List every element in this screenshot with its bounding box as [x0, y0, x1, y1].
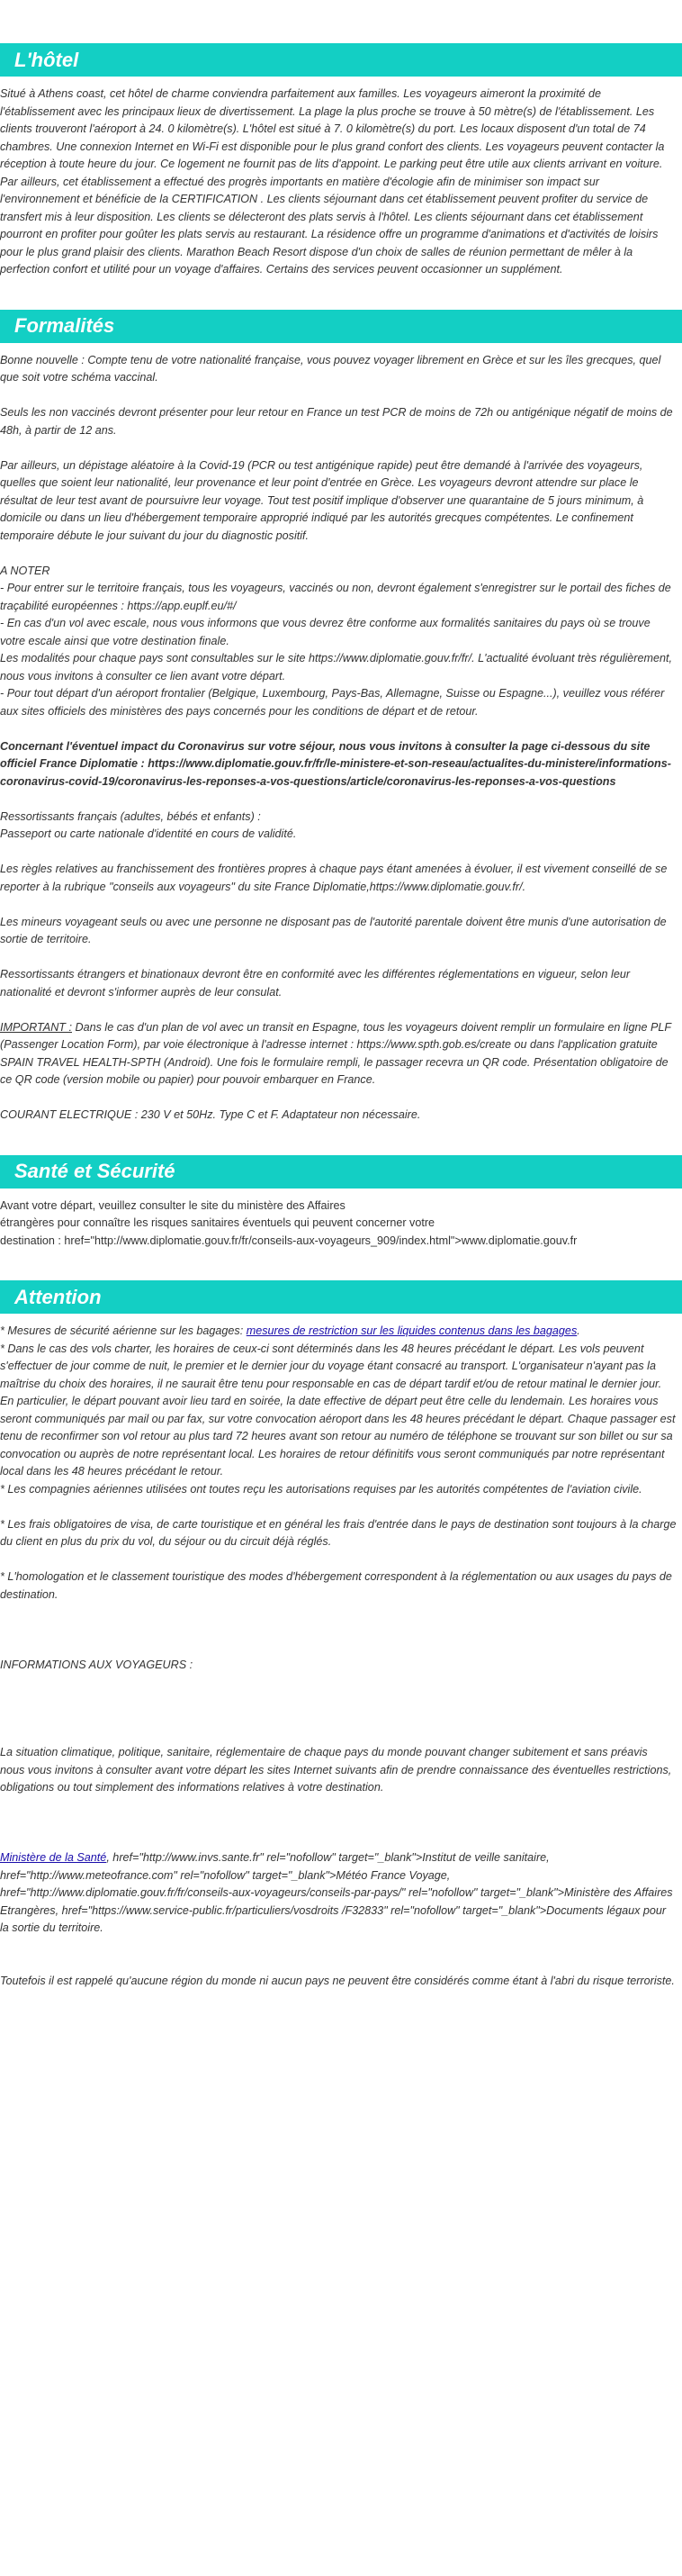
- frais-paragraph: * Les frais obligatoires de visa, de carte touristique et en général les frais d'entrée dans le pays de destination sont toujours à la charge du client en plus du prix du vol, du séjour ou du circuit déjà réglés.: [0, 1517, 677, 1548]
- note-item: - Pour tout départ d'un aéroport frontalier (Belgique, Luxembourg, Pays-Bas, Allemagne, Suisse ou Espagne...), veuillez vous référer aux sites officiels des ministères des pays concernés pour les conditions de départ et de retour.: [0, 687, 665, 718]
- coronavirus-notice: Concernant l'éventuel impact du Coronavirus sur votre séjour, nous vous invitons à consulter la page ci-dessous du site officiel France Diplomatie : https://www.diplomatie.gouv.fr/fr/le-ministere-et-son-reseau/actualites-du-ministere/informations-coronavirus-covid-19/coronavirus-les-reponses-a-vos-questions/article/coronavirus-les-reponses-a-vos-questions: [0, 739, 671, 788]
- sante-line: Avant votre départ, veuillez consulter le site du ministère des Affaires: [0, 1198, 345, 1212]
- formalites-paragraph: Ressortissants étrangers et binationaux devront être en conformité avec les différentes réglementations en vigueur, selon leur nationalité et devront s'informer auprès de leur consulat.: [0, 968, 631, 999]
- attention-content: [0, 1314, 678, 1990]
- hotel-description: Situé à Athens coast, cet hôtel de charme conviendra parfaitement aux familles. Les voyageurs aimeront la proximité de l'établissement avec les principaux lieux de divertissement. La plage la plus proche se trouve à 50 mètre(s) de l'établissement. Les clients trouveront l'aéroport à 24. 0 kilomètre(s). L'hôtel est situé à 7. 0 kilomètre(s) du port. Les locaux disposent d'un total de 74 chambres. Une connexion Internet en Wi-Fi est disponible pour le plus grand confort des clients. Les voyageurs peuvent contacter la réception à toute heure du jour. Ce logement ne fournit pas de lits d'appoint. Le parking peut être utile aux clients arrivant en voiture. Par ailleurs, cet établissement a effectué des progrès importants en matière d'écologie afin de minimiser son impact sur l'environnement et bénéficie de la CERTIFICATION . Les clients séjournant dans cet établissement peuvent profiter du service de transfert mis à leur disposition. Les clients se délecteront des plats servis à l'hôtel. Les clients séjournant dans cet établissement pourront en profiter pour goûter les plats servis au restaurant. La résidence offre un programme d'animations et d'activités de loisirs pour le plus grand plaisir des clients. Marathon Beach Resort dispose d'un choix de salles de réunion permettant de mêler à la perfection confort et utilité pour un voyage d'affaires. Certains des services peuvent occasionner un supplément.: [0, 87, 665, 276]
- formalites-section: [0, 310, 682, 1125]
- formalites-content: [0, 343, 678, 1125]
- vols-charter-paragraph: * Dans le cas des vols charter, les horaires de ceux-ci sont déterminés dans les 48 heures précédant le départ. Les vols peuvent s'effectuer de jour comme de nuit, le premier et le dernier jour du voyage étant consacré au transport. L'organisateur n'ayant pas la maîtrise du choix des horaires, il ne saurait être tenu pour responsable en cas de départ tardif et/ou de retour matinal le dernier jour. En particulier, le départ pouvant avoir lieu tard en soirée, la date effective de départ peut être celle du lendemain. Les horaires vous seront communiqués par mail ou par fax, sur votre convocation aéroport dans les 48 heures précédant le départ. Chaque passager est tenu de reconfirmer son vol retour au plus tard 72 heures avant son retour au numéro de téléphone se trouvant sur son billet ou sur sa convocation ou auprès de notre représentant local. Les horaires de retour définitifs vous seront communiqués par notre représentant local dans les 48 heures précédant le retour.: [0, 1342, 676, 1478]
- note-title: A NOTER: [0, 564, 50, 577]
- sante-section: [0, 1155, 682, 1251]
- attention-section: [0, 1280, 682, 1990]
- sante-title: Santé et Sécurité: [14, 1160, 175, 1182]
- sante-header: [0, 1155, 682, 1189]
- important-paragraph: [0, 1019, 678, 1089]
- attention-header: [0, 1280, 682, 1314]
- liquides-restriction-link[interactable]: mesures de restriction sur les liquides contenus dans les bagages: [246, 1324, 578, 1337]
- situation-paragraph: nous vous invitons à consulter avant votre départ les sites Internet suivants afin de prendre connaissance des éventuelles restrictions, obligations ou tout simplement des informations relatives à votre destination.: [0, 1763, 672, 1794]
- sante-line: destination : href="http://www.diplomatie.gouv.fr/fr/conseils-aux-voyageurs_909/index.html">www.diplomatie.gouv.fr: [0, 1234, 578, 1247]
- hotel-header: [0, 43, 682, 77]
- important-text: Dans le cas d'un plan de vol avec un transit en Espagne, tous les voyageurs doivent remplir un formulaire en ligne PLF (Passenger Location Form), par voie électronique à l'adresse internet : https://www.spth.gob.es/create ou dans l'application gratuite SPAIN TRAVEL HEALTH-SPTH (Android). Une fois le formulaire rempli, le passager recevra un QR code. Présentation obligatoire de ce QR code (version mobile ou papier) pour pouvoir embarquer en France.: [0, 1020, 671, 1086]
- electric-info: COURANT ELECTRIQUE : 230 V et 50Hz. Type C et F. Adaptateur non nécessaire.: [0, 1108, 421, 1121]
- infos-voyageurs-heading: INFORMATIONS AUX VOYAGEURS :: [0, 1658, 193, 1671]
- ressortissants-text: Passeport ou carte nationale d'identité en cours de validité.: [0, 827, 297, 840]
- sante-content: [0, 1189, 678, 1251]
- formalites-paragraph: Bonne nouvelle : Compte tenu de votre nationalité française, vous pouvez voyager librement en Grèce et sur les îles grecques, quel que soit votre schéma vaccinal.: [0, 353, 661, 384]
- hotel-title: L'hôtel: [14, 48, 79, 71]
- formalites-title: Formalités: [14, 314, 115, 337]
- hotel-section: [0, 43, 682, 279]
- sante-line: étrangères pour connaître les risques sanitaires éventuels qui peuvent concerner votre: [0, 1216, 435, 1229]
- terrorisme-paragraph: Toutefois il est rappelé qu'aucune région du monde ni aucun pays ne peuvent être considérés comme étant à l'abri du risque terroriste.: [0, 1974, 675, 1987]
- formalites-paragraph: Les mineurs voyageant seuls ou avec une personne ne disposant pas de l'autorité parentale doivent être munis d'une autorisation de sortie de territoire.: [0, 915, 667, 945]
- ministere-rest: , href="http://www.invs.sante.fr" rel="nofollow" target="_blank">Institut de veille sanitaire, href="http://www.meteofrance.com" rel="nofollow" target="_blank">Météo France Voyage, href="http://www.diplomatie.gouv.fr/fr/conseils-aux-voyageurs/conseils-par-pays/" rel="nofollow" target="_blank">Ministère des Affaires Etrangères, href="https://www.service-public.fr/particuliers/vosdroits /F32833" rel="nofollow" target="_blank">Documents légaux pour la sortie du territoire.: [0, 1851, 673, 1934]
- compagnies-paragraph: * Les compagnies aériennes utilisées ont toutes reçu les autorisations requises par les autorités compétentes de l'aviation civile.: [0, 1482, 642, 1496]
- note-item: - En cas d'un vol avec escale, nous vous informons que vous devrez être conforme aux formalités sanitaires du pays où se trouve votre escale ainsi que votre destination finale.: [0, 617, 651, 647]
- situation-paragraph: La situation climatique, politique, sanitaire, réglementaire de chaque pays du monde pouvant changer subitement et sans préavis: [0, 1746, 648, 1758]
- ministere-paragraph: [0, 1849, 678, 1938]
- mesures-paragraph: [0, 1323, 678, 1341]
- attention-title: Attention: [14, 1285, 102, 1308]
- formalites-paragraph: Seuls les non vaccinés devront présenter pour leur retour en France un test PCR de moins de 72h ou antigénique négatif de moins de 48h, à partir de 12 ans.: [0, 406, 673, 437]
- formalites-paragraph: Par ailleurs, un dépistage aléatoire à la Covid-19 (PCR ou test antigénique rapide) peut être demandé à l'arrivée des voyageurs, quelles que soient leur nationalité, leur provenance et leur point d'entrée en Grèce. Les voyageurs devront attendre sur place le résultat de leur test avant de poursuivre leur voyage. Tout test positif implique d'observer une quarantaine de 5 jours minimum, à domicile ou dans un lieu d'hébergement temporaire approprié indiqué par les autorités grecques compétentes. Le confinement temporaire débute le jour suivant du jour du diagnostic positif.: [0, 458, 644, 542]
- ressortissants-label: Ressortissants français (adultes, bébés et enfants) :: [0, 809, 261, 823]
- important-label: IMPORTANT :: [0, 1020, 72, 1034]
- mesures-prefix: * Mesures de sécurité aérienne sur les bagages:: [0, 1324, 247, 1337]
- formalites-header: [0, 310, 682, 343]
- note-item: Les modalités pour chaque pays sont consultables sur le site https://www.diplomatie.gouv.fr/fr/. L'actualité évoluant très régulièrement, nous vous invitons à consulter ce lien avant votre départ.: [0, 652, 672, 682]
- note-item: - Pour entrer sur le territoire français, tous les voyageurs, vaccinés ou non, devront également s'enregistrer sur le portail des fiches de traçabilité européennes : https://app.euplf.eu/#/: [0, 582, 671, 612]
- ministere-sante-link[interactable]: Ministère de la Santé: [0, 1851, 107, 1864]
- formalites-paragraph: Les règles relatives au franchissement des frontières propres à chaque pays étant amenées à évoluer, il est vivement conseillé de se reporter à la rubrique "conseils aux voyageurs" du site France Diplomatie,https://www.diplomatie.gouv.fr/.: [0, 863, 668, 893]
- homologation-paragraph: * L'homologation et le classement touristique des modes d'hébergement correspondent à la réglementation ou aux usages du pays de destination.: [0, 1570, 672, 1601]
- mesures-suffix: .: [577, 1324, 580, 1337]
- hotel-content: [0, 77, 678, 279]
